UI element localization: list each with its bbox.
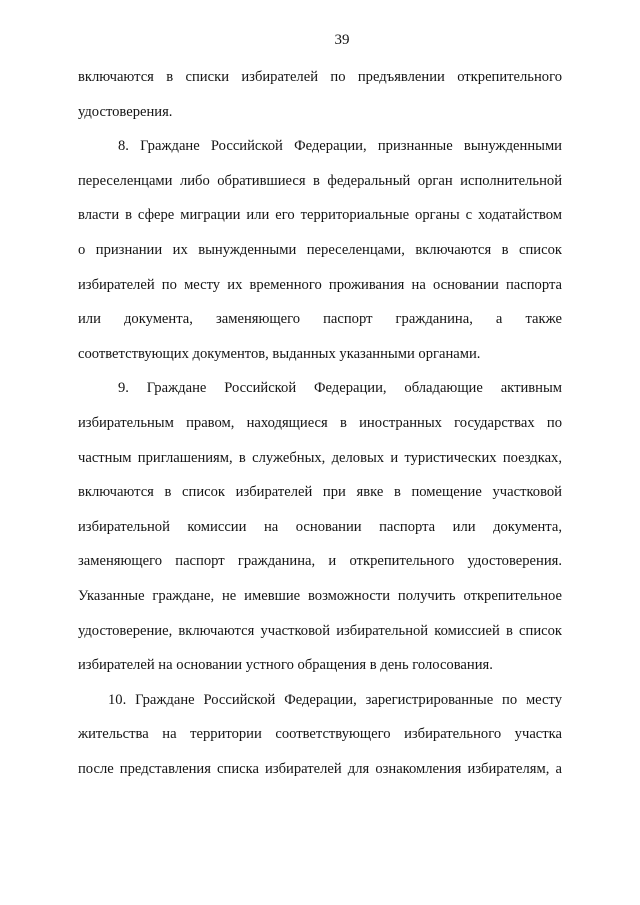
text-line: жительства на территории соответствующего избирательного участка (78, 726, 562, 743)
text-line: удостоверение, включаются участковой избирательной комиссией в список (78, 622, 562, 639)
text-line: власти в сфере миграции или его территориальные органы с ходатайством (78, 207, 562, 224)
text-line: избирательным правом, находящиеся в иностранных государствах по (78, 414, 562, 431)
text-line: удостоверения. (78, 103, 173, 120)
text-line: включаются в список избирателей при явке в помещение участковой (78, 484, 562, 501)
text-line: избирательной комиссии на основании паспорта или документа, (78, 518, 562, 535)
text-line: 8. Граждане Российской Федерации, признанные вынужденными (118, 138, 562, 155)
page-number: 39 (334, 32, 350, 48)
document-body (78, 60, 562, 786)
text-line: частным приглашениям, в служебных, деловых и туристических поездках, (78, 449, 562, 466)
text-line: соответствующих документов, выданных указанными органами. (78, 345, 481, 362)
text-line: включаются в списки избирателей по предъявлении открепительного (78, 69, 562, 85)
text-line: после представления списка избирателей для ознакомления избирателям, а (78, 760, 562, 777)
text-line: о признании их вынужденными переселенцами, включаются в список (78, 241, 562, 258)
paragraph-continuation (78, 60, 562, 129)
text-line: 9. Граждане Российской Федерации, обладающие активным (118, 380, 562, 397)
paragraph-8 (78, 129, 562, 371)
text-line: избирателей на основании устного обращения в день голосования. (78, 657, 493, 674)
text-line: переселенцами либо обратившиеся в федеральный орган исполнительной (78, 172, 562, 189)
text-line: Указанные граждане, не имевшие возможности получить открепительное (78, 587, 562, 604)
text-line: или документа, заменяющего паспорт гражданина, а также (78, 311, 562, 328)
text-line: избирателей по месту их временного проживания на основании паспорта (78, 276, 562, 293)
text-line: заменяющего паспорт гражданина, и открепительного удостоверения. (78, 553, 562, 570)
paragraph-10 (78, 683, 562, 787)
text-line: 10. Граждане Российской Федерации, зарегистрированные по месту (108, 691, 562, 708)
paragraph-9 (78, 371, 562, 682)
